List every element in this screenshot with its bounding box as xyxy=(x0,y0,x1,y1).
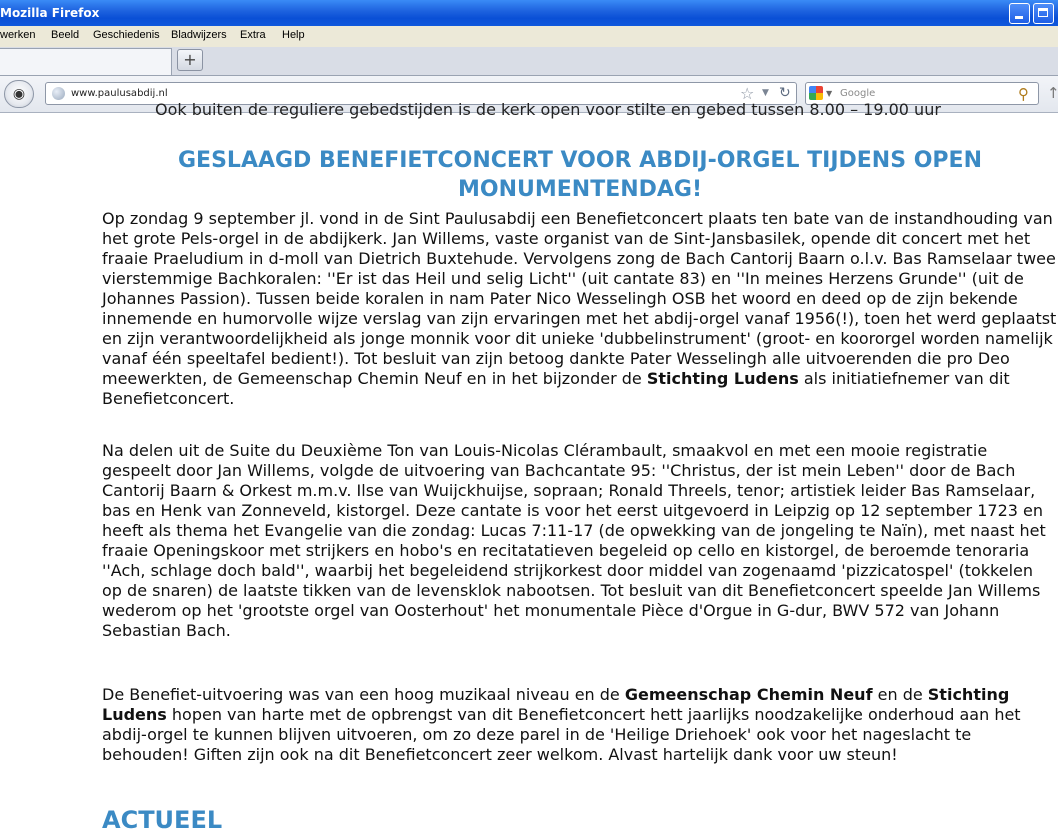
window-title: Mozilla Firefox xyxy=(0,6,100,20)
active-tab[interactable] xyxy=(0,48,172,75)
google-icon[interactable] xyxy=(809,86,823,100)
paragraph-3-text-b: en de xyxy=(872,685,928,704)
stichting-ludens-bold: Stichting Ludens xyxy=(646,369,799,388)
paragraph-1-text-b: als initiatiefnemer van dit Benefietconcert. xyxy=(102,369,1010,408)
back-arrow-icon: ◉ xyxy=(12,86,26,102)
menu-item-geschiedenis[interactable]: Geschiedenis xyxy=(93,29,160,41)
paragraph-3-text-a: De Benefiet-uitvoering was van een hoog muzikaal niveau en de xyxy=(102,685,625,704)
menu-item-help[interactable]: Help xyxy=(282,29,305,41)
new-tab-button[interactable]: + xyxy=(177,49,203,71)
title-bar xyxy=(0,0,1058,26)
reload-icon[interactable]: ↻ xyxy=(779,85,791,101)
toolbar-overflow-icon[interactable]: ↑ xyxy=(1047,84,1060,102)
stichting-ludens-bold-2: Stichting Ludens xyxy=(102,685,1010,724)
minimize-button[interactable] xyxy=(1009,3,1030,24)
paragraph-2: Na delen uit de Suite du Deuxième Ton van Louis-Nicolas Clérambault, smaakvol en met een mooie registratie gespeelt door Jan Willems, volgde de uitvoering van Bachcantate 95: ''Christus, der ist mein Leben'' door de Bach Cantorij Baarn & Orkest m.m.v. Ilse van Wuijckhuijse, sopraan; Ronald Threels, tenor; artistiek leider Bas Ramselaar, bas en Henk van Zonneveld, kistorgel. Deze cantate is voor het eerst uitgevoerd in Leipzig op 12 september 1723 en heeft als thema het Evangelie van die zondag: Lucas 7:11-17 (de opwekking van de jongeling te Naïn), met naast het fraaie Openingskoor met strijkers en hobo's en recitatatieven begeleid op cello en kistorgel, de beroemde tenoraria ''Ach, schlage doch bald'', waarbij het begeleidend strijkorkest door middel van zogenaamd 'pizzicatospel' (tokkelen op de snaren) de laatste tikken van de levensklok nabootsen. Tot besluit van dit Benefietconcert speelde Jan Willems wederom op het 'grootste orgel van Oosterhout' het monumentale Pièce d'Orgue in G-dur, BWV 572 van Johann Sebastian Bach. xyxy=(102,441,1046,640)
paragraph-3 xyxy=(102,685,1058,765)
history-dropdown-icon[interactable]: ▼ xyxy=(762,88,769,98)
chemin-neuf-bold: Gemeenschap Chemin Neuf xyxy=(624,685,873,704)
cut-off-text: Ook buiten de reguliere gebedstijden is de kerk open voor stilte en gebed tussen 8.00 – 19.00 uur xyxy=(155,100,941,119)
globe-icon xyxy=(52,87,65,100)
search-icon[interactable]: ⚲ xyxy=(1018,85,1029,103)
menu-item-werken[interactable]: werken xyxy=(0,29,36,41)
search-engine-dropdown-icon[interactable]: ▼ xyxy=(826,89,833,98)
star-bookmark-icon[interactable]: ☆ xyxy=(740,84,755,103)
maximize-button[interactable] xyxy=(1033,3,1054,24)
paragraph-1-text-a: Op zondag 9 september jl. vond in de Sint Paulusabdij een Benefietconcert plaats ten bate van de instandhouding van het grote Pels-orgel in de abdijkerk. Jan Willems, vaste organist van de Sint-Jansbasilek, opende dit concert met het fraaie Praeludium in d-moll van Dietrich Buxtehude. Vervolgens zong de Bach Cantorij Baarn o.l.v. Bas Ramselaar twee vierstemmige Bachkoralen: ''Er ist das Heil und selig Licht'' (uit cantate 83) en ''In meines Herzens Grunde'' (uit de Johannes Passion). Tussen beide koralen in nam Pater Nico Wesselingh OSB het woord en deed op de zijn bekende innemende en humorvolle wijze verslag van zijn ervaringen met het abdij-orgel vanaf 1956(!), toen het werd geplaatst en zijn verantwoordelijkheid als jonge monnik voor dit unieke 'dubbelinstrument' (groot- en koororgel worden namelijk vanaf één speeltafel bedient!). Tot besluit van zijn betoog dankte Pater Wesselingh alle uitvoerenden die pro Deo meewerkten, de Gemeenschap Chemin Neuf en in het bijzonder de xyxy=(102,209,1057,388)
url-text[interactable]: www.paulusabdij.nl xyxy=(71,88,168,99)
search-input[interactable]: Google xyxy=(840,88,876,99)
menu-item-beeld[interactable]: Beeld xyxy=(51,29,80,41)
paragraph-1 xyxy=(102,209,1058,409)
menu-item-bladwijzers[interactable]: Bladwijzers xyxy=(171,29,227,41)
menu-item-extra[interactable]: Extra xyxy=(240,29,266,41)
section-heading: ACTUEEL xyxy=(102,806,223,834)
page-content xyxy=(0,100,1058,836)
article-title: GESLAAGD BENEFIETCONCERT VOOR ABDIJ-ORGEL TIJDENS OPEN MONUMENTENDAG! xyxy=(178,148,982,202)
back-button[interactable] xyxy=(4,80,34,108)
paragraph-3-text-c: hopen van harte met de opbrengst van dit Benefietconcert hett jaarlijks noodzakelijke onderhoud aan het abdij-orgel te kunnen blijven uitvoeren, om zo deze parel in de 'Heilige Driehoek' ook voor het nageslacht te behouden! Giften zijn ook na dit Benefietconcert zeer welkom. Alvast hartelijk dank voor uw steun! xyxy=(102,705,1021,764)
menu-bar xyxy=(0,26,1058,47)
